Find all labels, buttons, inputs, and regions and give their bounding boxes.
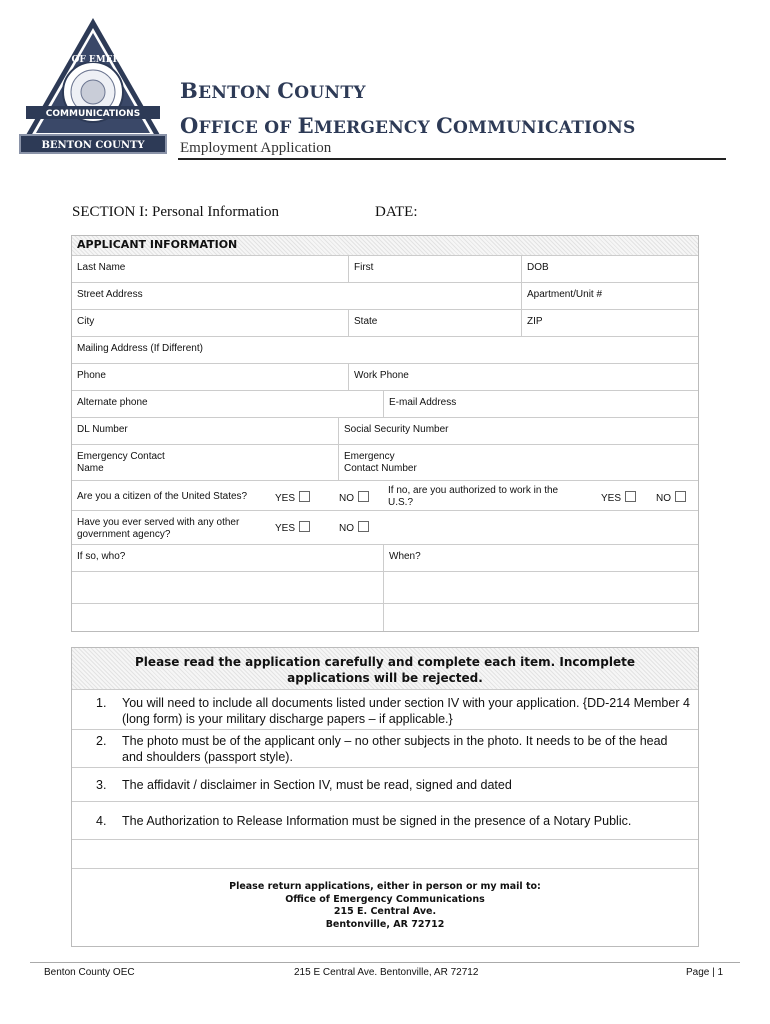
instruction-item: 2. The photo must be of the applicant only – no other subjects in the photo. It needs to be of the head and shoulders (passport style). [96,734,668,764]
document-subtitle: Employment Application [180,140,332,156]
alternate-phone-field[interactable]: Alternate phone [77,397,148,408]
notice-text: Please read the application carefully and complete each item. Incomplete applications will be rejected. [135,655,635,685]
section-title: SECTION I: Personal Information [72,204,280,220]
when-field[interactable]: When? [383,545,698,571]
table-row [72,337,698,364]
benton-county-oec-logo [18,14,168,162]
applicant-info-heading: APPLICANT INFORMATION [77,238,238,251]
table-row [72,256,698,283]
checkbox-icon[interactable] [358,491,369,502]
table-row [72,604,698,631]
table-row [72,310,698,337]
list-item [72,730,698,768]
table-row [72,511,698,545]
org-name: BENTON COUNTY [180,78,366,103]
dob-field[interactable]: DOB [521,256,698,282]
checkbox-icon[interactable] [625,491,636,502]
government-service-question: Have you ever served with any other government agency? [77,517,240,540]
email-field[interactable]: E-mail Address [383,391,698,417]
table-row [72,391,698,418]
citizen-yes-option[interactable]: YES [270,481,330,510]
checkbox-icon[interactable] [299,491,310,502]
last-name-field[interactable]: Last Name [77,262,126,273]
logo-banner-communications: COMMUNICATIONS [45,109,141,119]
zip-field[interactable]: ZIP [521,310,698,336]
instructions-table [71,647,699,947]
if-so-who-field[interactable]: If so, who? [77,551,126,562]
table-row [72,545,698,572]
blank-row [72,840,698,869]
footer-center: 215 E Central Ave. Bentonville, AR 72712 [294,967,479,978]
instruction-item: 3. The affidavit / disclaimer in Section IV, must be read, signed and dated [96,778,512,792]
date-label: DATE: [375,204,418,220]
office-name: OFFICE OF EMERGENCY COMMUNICATIONS [180,113,636,138]
table-header [72,236,698,256]
emergency-contact-name-field[interactable]: Emergency Contact Name [77,451,165,474]
authorized-question: If no, are you authorized to work in the U.S.? [388,485,559,508]
work-phone-field[interactable]: Work Phone [348,364,698,390]
city-field[interactable]: City [77,316,95,327]
header-divider [178,158,726,160]
table-row [72,364,698,391]
return-address: Please return applications, either in person or my mail to: Office of Emergency Communications 215 E. Central Ave. Bentonville, AR 72712 [229,881,541,930]
authorized-yes-option[interactable]: YES [596,481,646,510]
footer-left: Benton County OEC [44,967,135,978]
instruction-item: 1. You will need to include all documents listed under section IV with your application. {DD-214 Member 4 (long form) is your military discharge papers – if applicable.} [96,696,690,726]
street-address-field[interactable]: Street Address [77,289,143,300]
phone-field[interactable]: Phone [77,370,106,381]
gov-yes-option[interactable]: YES [270,511,330,544]
checkbox-icon[interactable] [358,521,369,532]
blank-cell[interactable] [72,572,383,603]
footer-divider [30,962,740,963]
table-row [72,283,698,310]
apartment-unit-field[interactable]: Apartment/Unit # [521,283,698,309]
table-row [72,445,698,481]
instruction-item: 4. The Authorization to Release Information must be signed in the presence of a Notary Public. [96,814,632,828]
checkbox-icon[interactable] [299,521,310,532]
logo-banner-benton-county: BENTON COUNTY [41,140,145,151]
applicant-information-table [71,235,699,632]
blank-cell[interactable] [383,572,698,603]
state-field[interactable]: State [348,310,521,336]
checkbox-icon[interactable] [675,491,686,502]
logo-ring-text: OFFICE OF EMERGENCY [29,55,157,65]
citizen-question: Are you a citizen of the United States? [77,491,248,502]
table-row [72,418,698,445]
blank-cell[interactable] [72,604,383,631]
dl-number-field[interactable]: DL Number [77,424,128,435]
authorized-no-option[interactable]: NO [651,481,699,510]
list-item [72,802,698,840]
page-number: Page | 1 [686,967,724,978]
mailing-address-field[interactable]: Mailing Address (If Different) [77,343,203,354]
list-item [72,768,698,802]
list-item [72,690,698,730]
citizen-no-option[interactable]: NO [334,481,382,510]
ssn-field[interactable]: Social Security Number [338,418,698,444]
emergency-contact-number-field[interactable]: Emergency Contact Number [338,445,698,480]
table-row [72,481,698,511]
gov-no-option[interactable]: NO [334,511,382,544]
return-address-row [72,869,698,946]
notice-row [72,648,698,690]
blank-cell[interactable] [383,604,698,631]
table-row [72,572,698,604]
first-name-field[interactable]: First [348,256,521,282]
